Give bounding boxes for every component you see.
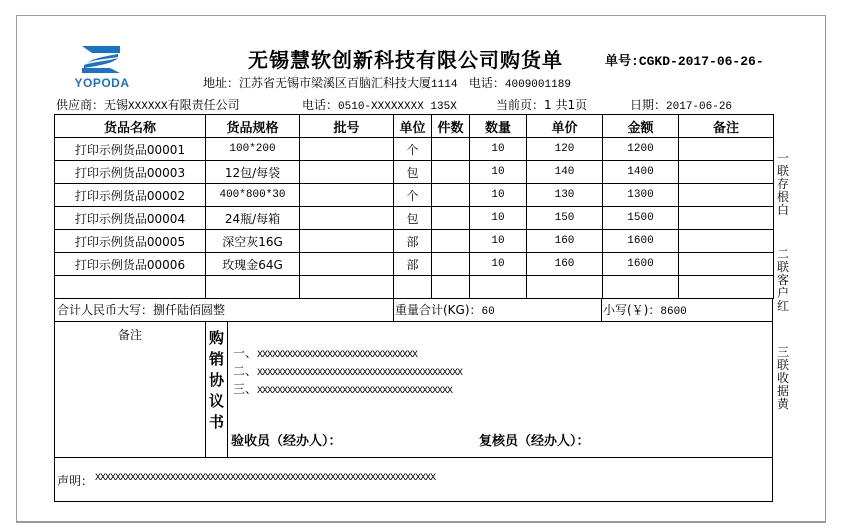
cell-name: 打印示例货品00005	[55, 230, 206, 253]
cell-pieces	[432, 184, 470, 207]
cell-batch	[300, 207, 394, 230]
agreement-title-char: 销	[208, 350, 224, 368]
col-header-amount: 金额	[603, 115, 679, 138]
cell-batch	[300, 230, 394, 253]
cell-pieces	[432, 230, 470, 253]
declaration-text: XXXXXXXXXXXXXXXXXXXXXXXXXXXXXXXXXXXXXXXXXXXXXXXXXXXXXXXXXXXXXXXXXXXX	[95, 473, 436, 484]
col-header-pieces: 件数	[432, 115, 470, 138]
copy-text: 一联存根白	[776, 151, 789, 217]
col-header-price: 单价	[527, 115, 603, 138]
cell-qty: 10	[470, 138, 527, 161]
col-header-name: 货品名称	[55, 115, 206, 138]
table-row	[55, 184, 774, 207]
cell-batch	[300, 276, 394, 299]
totals-row	[54, 298, 773, 322]
page-info	[496, 96, 587, 113]
cell-spec: 400*800*30	[206, 184, 300, 207]
company-logo	[66, 44, 138, 92]
cell-price: 140	[527, 161, 603, 184]
yopoda-logo-icon	[78, 44, 124, 74]
company-address-line	[203, 74, 571, 91]
cell-note	[679, 276, 774, 299]
copy-text: 二联客户红	[776, 247, 789, 313]
cell-batch	[300, 161, 394, 184]
total-words-label: 合计人民币大写：	[57, 303, 154, 317]
cell-unit	[394, 276, 432, 299]
cell-amount	[603, 276, 679, 299]
cell-unit: 个	[394, 184, 432, 207]
cell-unit: 部	[394, 230, 432, 253]
cell-note	[679, 230, 774, 253]
cell-price	[527, 276, 603, 299]
date-label: 日期：	[630, 98, 667, 112]
cell-amount: 1600	[603, 230, 679, 253]
inspector-signature-label: 验收员（经办人）：	[231, 434, 342, 449]
cell-spec: 玫瑰金64G	[206, 253, 300, 276]
table-row-empty	[55, 276, 774, 299]
total-in-figures	[601, 299, 773, 321]
col-header-qty: 数量	[470, 115, 527, 138]
remark-label: 备注	[117, 328, 142, 342]
order-number-label: 单号:	[605, 54, 639, 69]
cell-name: 打印示例货品00001	[55, 138, 206, 161]
table-row	[55, 207, 774, 230]
declaration	[54, 457, 773, 502]
copy-text: 三联收据黄	[776, 345, 789, 411]
cell-qty: 10	[470, 253, 527, 276]
agreement-title-char: 书	[208, 413, 224, 431]
cell-unit: 个	[394, 138, 432, 161]
supplier-value-prefix: 无锡	[104, 98, 129, 112]
cell-batch	[300, 184, 394, 207]
supplier-label: 供应商：	[56, 98, 105, 112]
agreement-clause-3	[233, 380, 452, 397]
total-figures-label: 小写(￥)：	[603, 303, 661, 317]
clause-text: XXXXXXXXXXXXXXXXXXXXXXXXXXXXXXXXXXXXXXXXX	[257, 368, 463, 379]
cell-note	[679, 184, 774, 207]
company-phone-label: 电话：	[468, 76, 505, 90]
supplier-value-mask: XXXXXX	[128, 101, 168, 113]
copy-label-red	[775, 248, 791, 313]
cell-price: 160	[527, 230, 603, 253]
order-number-value: CGKD-2017-06-26-	[638, 54, 764, 69]
cell-name: 打印示例货品00004	[55, 207, 206, 230]
cell-spec	[206, 276, 300, 299]
agreement-section	[54, 321, 773, 458]
clause-prefix: 一、	[233, 346, 258, 360]
weight-value: 60	[481, 306, 495, 318]
cell-spec: 24瓶/每箱	[206, 207, 300, 230]
table-row	[55, 161, 774, 184]
cell-amount: 1600	[603, 253, 679, 276]
cell-price: 160	[527, 253, 603, 276]
cell-amount: 1500	[603, 207, 679, 230]
cell-spec: 12包/每袋	[206, 161, 300, 184]
agreement-clause-2	[233, 362, 462, 379]
table-row	[55, 253, 774, 276]
col-header-unit: 单位	[394, 115, 432, 138]
cell-unit: 包	[394, 207, 432, 230]
divider	[227, 322, 228, 457]
cell-qty	[470, 276, 527, 299]
cell-name: 打印示例货品00003	[55, 161, 206, 184]
date-value: 2017-06-26	[666, 101, 733, 113]
cell-batch	[300, 138, 394, 161]
cell-pieces	[432, 138, 470, 161]
clause-prefix: 三、	[233, 382, 258, 396]
cell-price: 130	[527, 184, 603, 207]
table-row	[55, 230, 774, 253]
logo-text: YOPODA	[74, 76, 130, 90]
cell-name: 打印示例货品00002	[55, 184, 206, 207]
agreement-clause-1	[233, 344, 417, 361]
reviewer-signature-label: 复核员（经办人）：	[479, 434, 590, 449]
cell-note	[679, 161, 774, 184]
clause-text: XXXXXXXXXXXXXXXXXXXXXXXXXXXXXXXXXXXXXXX	[257, 386, 453, 397]
document-title: 无锡慧软创新科技有限公司购货单	[248, 48, 563, 72]
cell-batch	[300, 253, 394, 276]
col-header-batch: 批号	[300, 115, 394, 138]
supplier-phone-label: 电话：	[302, 98, 339, 112]
agreement-title	[206, 328, 227, 433]
agreement-title-char: 协	[208, 371, 224, 389]
copy-label-white	[775, 152, 791, 217]
address-value: 江苏省无锡市梁溪区百脑汇科技大厦	[239, 76, 432, 90]
cell-pieces	[432, 276, 470, 299]
cell-unit: 包	[394, 161, 432, 184]
cell-name: 打印示例货品00006	[55, 253, 206, 276]
total-words-value: 捌仟陆佰圆整	[153, 303, 226, 317]
cell-spec: 100*200	[206, 138, 300, 161]
cell-spec: 深空灰16G	[206, 230, 300, 253]
table-header-row	[55, 115, 774, 138]
cell-qty: 10	[470, 161, 527, 184]
cell-note	[679, 253, 774, 276]
weight-label: 重量合计(KG)：	[395, 303, 482, 317]
copy-label-yellow	[775, 346, 791, 411]
supplier	[56, 96, 240, 113]
cell-amount: 1300	[603, 184, 679, 207]
agreement-title-char: 购	[208, 329, 224, 347]
date	[630, 96, 732, 113]
order-number	[605, 50, 773, 69]
cell-price: 150	[527, 207, 603, 230]
goods-table	[54, 114, 774, 299]
declaration-label: 声明：	[57, 474, 94, 488]
table-row	[55, 138, 774, 161]
col-header-note: 备注	[679, 115, 774, 138]
total-weight	[393, 299, 602, 321]
cell-price: 120	[527, 138, 603, 161]
clause-text: XXXXXXXXXXXXXXXXXXXXXXXXXXXXXXXX	[257, 350, 418, 361]
cell-pieces	[432, 253, 470, 276]
cell-name	[55, 276, 206, 299]
company-phone-value: 4009001189	[504, 79, 571, 91]
page-value: 1 共1页	[544, 98, 588, 112]
cell-pieces	[432, 207, 470, 230]
address-label: 地址：	[203, 76, 240, 90]
supplier-value-suffix: 有限责任公司	[167, 98, 240, 112]
clause-prefix: 二、	[233, 364, 258, 378]
total-figures-value: 8600	[660, 306, 687, 318]
cell-qty: 10	[470, 184, 527, 207]
total-in-words	[55, 299, 394, 321]
cell-unit: 部	[394, 253, 432, 276]
cell-amount: 1400	[603, 161, 679, 184]
col-header-spec: 货品规格	[206, 115, 300, 138]
cell-amount: 1200	[603, 138, 679, 161]
cell-note	[679, 138, 774, 161]
cell-note	[679, 207, 774, 230]
page-label: 当前页：	[496, 98, 545, 112]
agreement-title-char: 议	[208, 392, 224, 410]
address-number: 1114	[431, 79, 458, 91]
cell-qty: 10	[470, 207, 527, 230]
supplier-phone	[302, 96, 470, 113]
supplier-phone-value: 0510-XXXXXXXX 135X	[338, 101, 457, 113]
cell-pieces	[432, 161, 470, 184]
cell-qty: 10	[470, 230, 527, 253]
